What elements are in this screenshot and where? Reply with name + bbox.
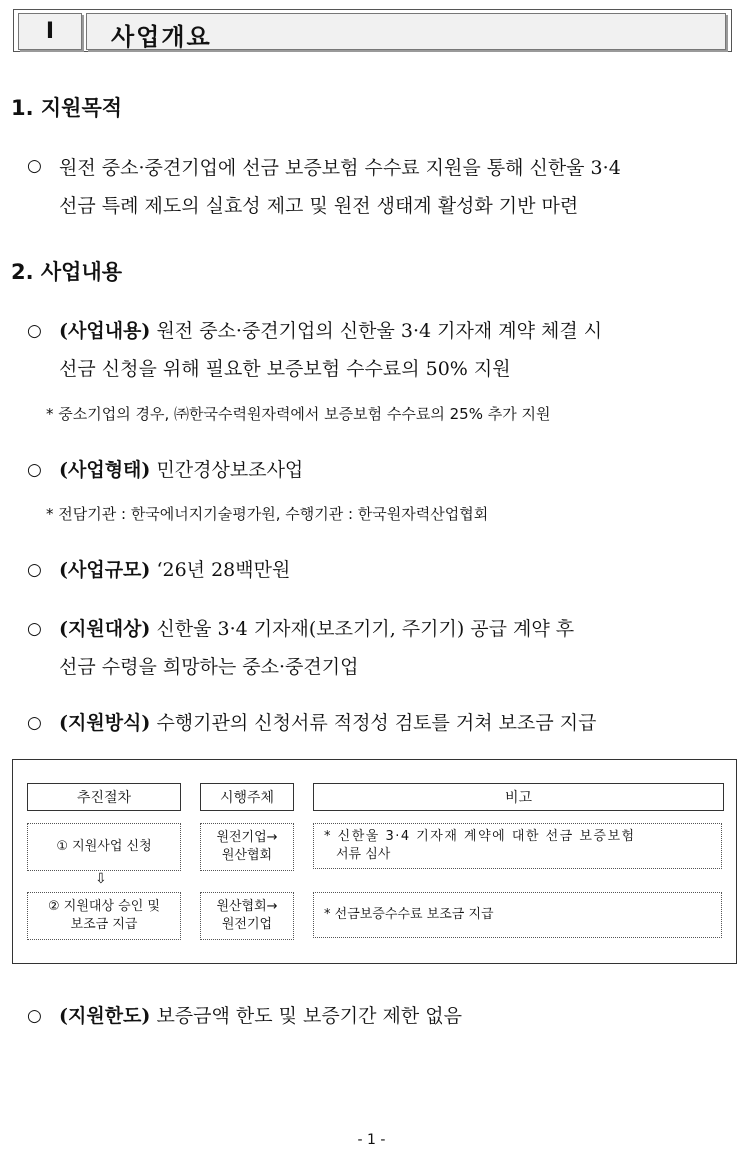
actor-line: 원산협회 — [221, 848, 273, 863]
item-text: 민간경상보조사업 — [156, 459, 304, 481]
support-target-line-2: 선금 수령을 희망하는 중소·중견기업 — [59, 656, 359, 678]
business-content-line-1 — [59, 316, 602, 343]
business-type-line — [59, 455, 303, 482]
bullet-icon: ○ — [27, 560, 42, 580]
purpose-line-1: 원전 중소·중견기업에 선금 보증보험 수수료 지원을 통해 신한울 3·4 — [59, 157, 621, 179]
process-diagram — [12, 759, 737, 964]
item-text: ‘26년 28백만원 — [156, 559, 291, 581]
purpose-line-2: 선금 특례 제도의 실효성 제고 및 원전 생태계 활성화 기반 마련 — [59, 195, 579, 217]
header-procedure: 추진절차 — [27, 783, 181, 811]
step-line: ② 지원대상 승인 및 — [48, 899, 160, 914]
header-remarks: 비고 — [313, 783, 724, 811]
item-text: 수행기관의 신청서류 적정성 검토를 거쳐 보조금 지급 — [156, 712, 597, 734]
agency-note: * 전담기관 : 한국에너지기술평가원, 수행기관 : 한국원자력산업협회 — [46, 505, 489, 523]
step-line: 보조금 지급 — [70, 917, 138, 932]
remark-cell-1 — [313, 823, 722, 869]
remark-line: * 신한울 3·4 기자재 계약에 대한 선금 보증보험 — [324, 829, 636, 844]
down-arrow-icon: ⇩ — [95, 871, 107, 887]
support-method-line — [59, 708, 596, 735]
support-limit-line — [59, 1001, 462, 1028]
item-label: (지원한도) — [59, 1005, 151, 1027]
item-text: 원전 중소·중견기업의 신한울 3·4 기자재 계약 체결 시 — [156, 320, 603, 342]
bullet-icon: ○ — [27, 619, 42, 639]
section-number: Ⅰ — [18, 13, 82, 50]
support-target-line-1 — [59, 614, 574, 641]
item-label: (지원대상) — [59, 618, 151, 640]
actor-line: 원전기업 — [221, 917, 273, 932]
bullet-icon: ○ — [27, 156, 42, 176]
remark-line: * 선금보증수수료 보조금 지급 — [324, 907, 494, 922]
remark-cell-2 — [313, 892, 722, 938]
item-label: (사업형태) — [59, 459, 151, 481]
section-title: 사업개요 — [111, 23, 212, 51]
item-label: (사업내용) — [59, 320, 151, 342]
step-approve — [27, 892, 181, 940]
item-label: (지원방식) — [59, 712, 151, 734]
actor-line: 원산협회→ — [216, 899, 278, 914]
header-executor: 시행주체 — [200, 783, 294, 811]
bullet-icon: ○ — [27, 460, 42, 480]
actor-line: 원전기업→ — [216, 830, 278, 845]
remark-line: 서류 심사 — [336, 847, 391, 862]
item-text: 보증금액 한도 및 보증기간 제한 없음 — [156, 1005, 462, 1027]
section-title-box — [86, 13, 726, 50]
sme-note: * 중소기업의 경우, ㈜한국수력원자력에서 보증보험 수수료의 25% 추가 지원 — [46, 405, 551, 423]
bullet-icon: ○ — [27, 713, 42, 733]
bullet-icon: ○ — [27, 321, 42, 341]
bullet-icon: ○ — [27, 1006, 42, 1026]
business-scale-line — [59, 555, 290, 582]
business-content-line-2: 선금 신청을 위해 필요한 보증보험 수수료의 50% 지원 — [59, 358, 511, 380]
item-text: 신한울 3·4 기자재(보조기기, 주기기) 공급 계약 후 — [156, 618, 575, 640]
actor-cell-2 — [200, 892, 294, 940]
page-number: - 1 - — [357, 1132, 386, 1148]
heading-support-purpose: 1. 지원목적 — [11, 96, 123, 120]
step-apply: ① 지원사업 신청 — [27, 823, 181, 871]
item-label: (사업규모) — [59, 559, 151, 581]
section-title-bar — [13, 9, 732, 52]
heading-business-content: 2. 사업내용 — [11, 260, 123, 284]
actor-cell-1 — [200, 823, 294, 871]
